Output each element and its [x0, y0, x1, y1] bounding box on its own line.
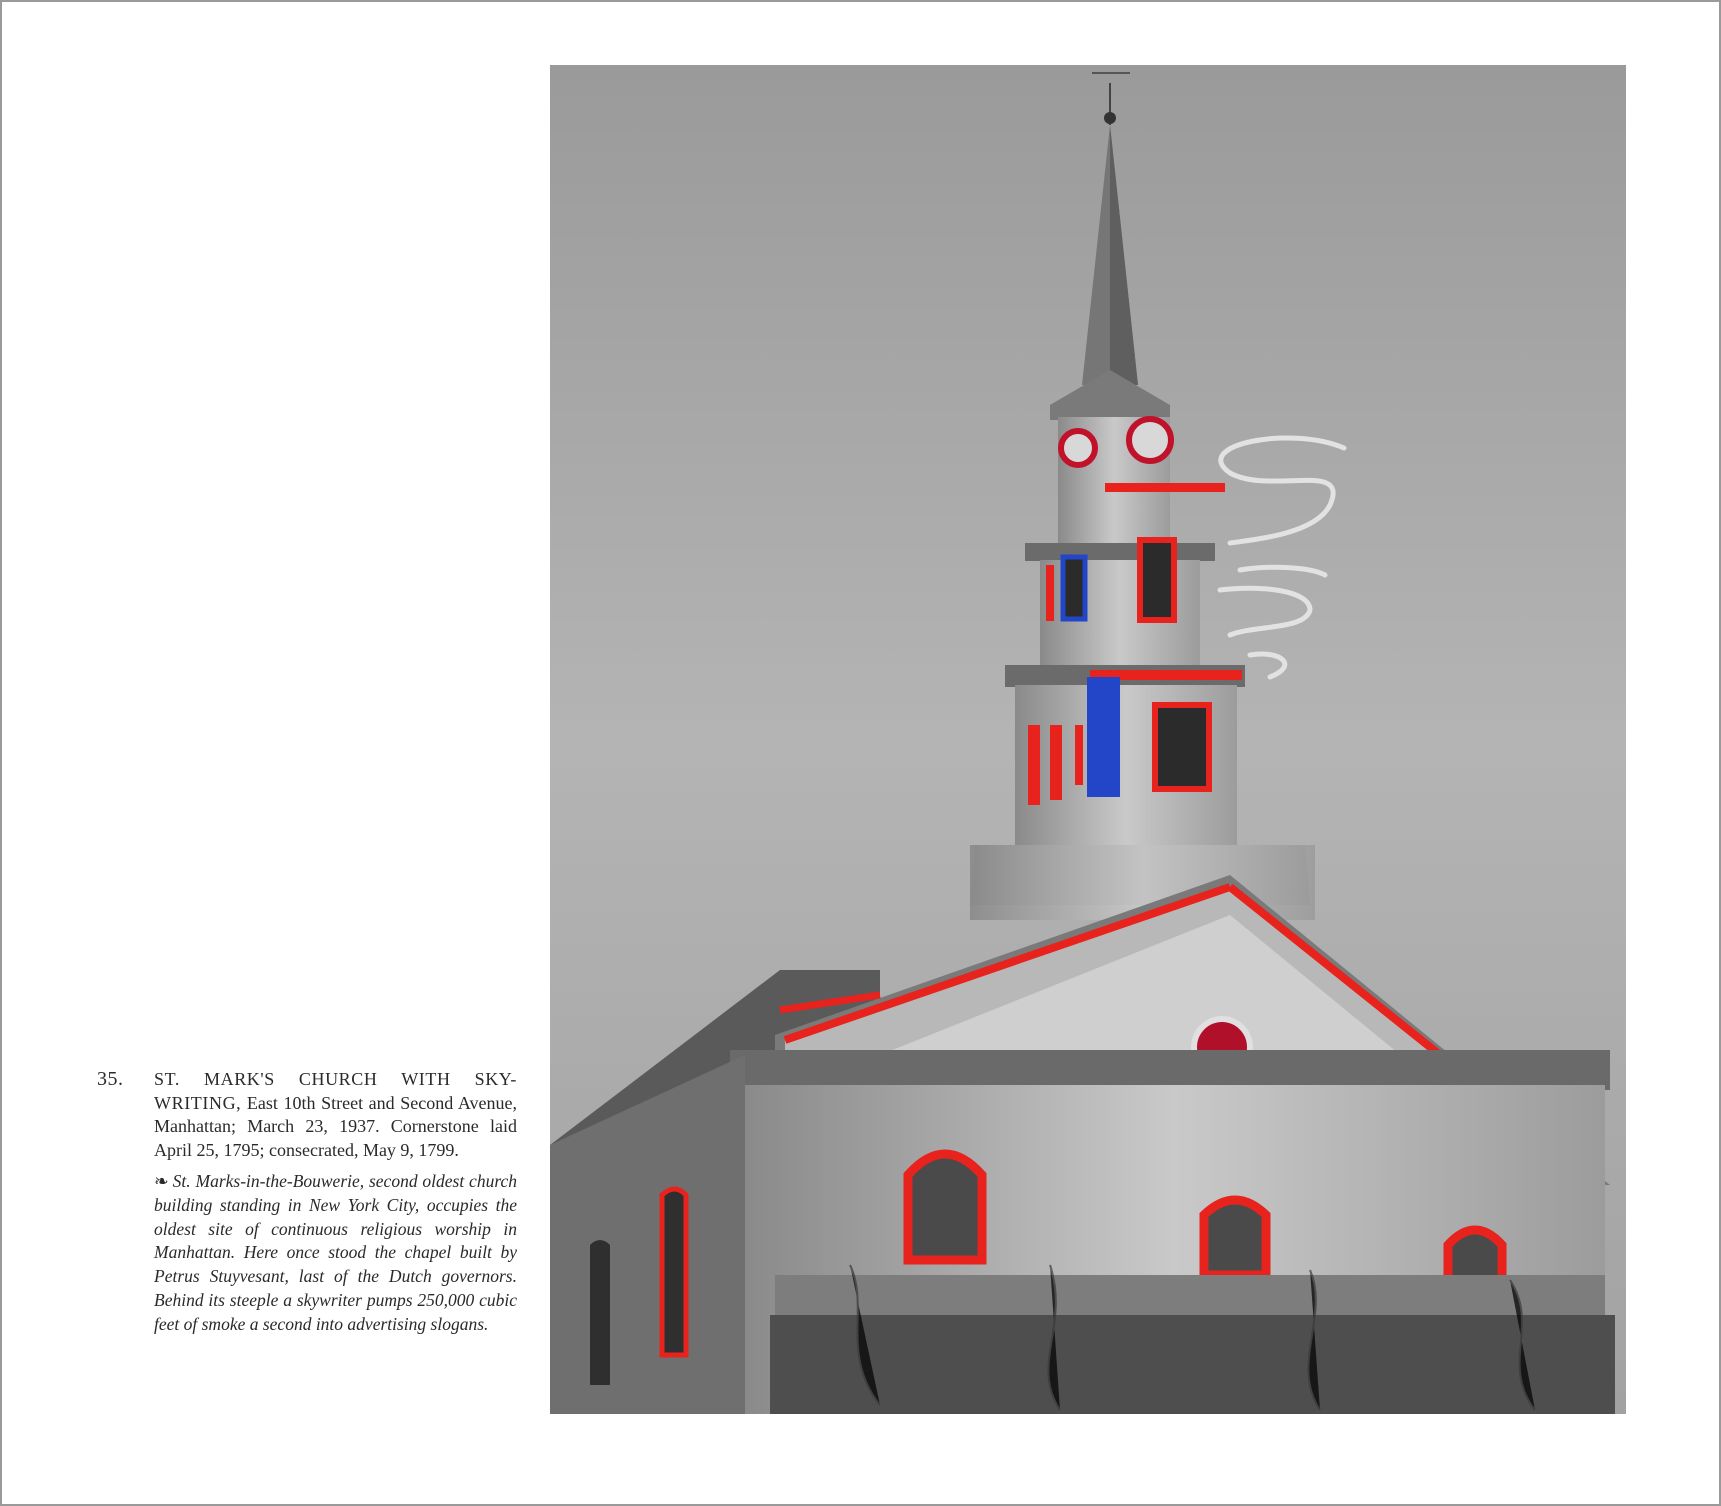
- plate-caption: [97, 1068, 517, 1337]
- caption-description: [154, 1170, 517, 1337]
- church-photograph: [550, 65, 1626, 1414]
- caption-title: [154, 1068, 517, 1162]
- clock-right: [1129, 419, 1171, 461]
- blue-panel: [1087, 677, 1120, 797]
- arched-window-2: [1204, 1200, 1266, 1275]
- caption-title-details: East 10th Street and Second Avenue, Manhattan; March 23, 1937. Cornerstone laid April 25, 1795; consecrated, May 9, 1799.: [154, 1092, 518, 1160]
- caption-description-text: St. Marks-in-the-Bouwerie, second oldest church building standing in New York City, occupies the oldest site of continuous religious worship in Manhattan. Here once stood the chapel built by Petrus Stuyvesant, last of the Dutch governors. Behind its steeple a skywriter pumps 250,000 cubic feet of smoke a second into advertising slogans.: [154, 1171, 517, 1334]
- fleuron-icon: ❧: [154, 1171, 169, 1191]
- caption-text: [154, 1068, 517, 1337]
- photo-drawing: [550, 65, 1626, 1414]
- blue-window-upper: [1063, 557, 1085, 619]
- plate-number: 35.: [97, 1068, 124, 1090]
- clock-left: [1061, 431, 1095, 465]
- arched-window-1: [908, 1154, 982, 1260]
- caption-title-caps: ST. MARK'S CHURCH WITH SKY-WRITING,: [154, 1069, 517, 1113]
